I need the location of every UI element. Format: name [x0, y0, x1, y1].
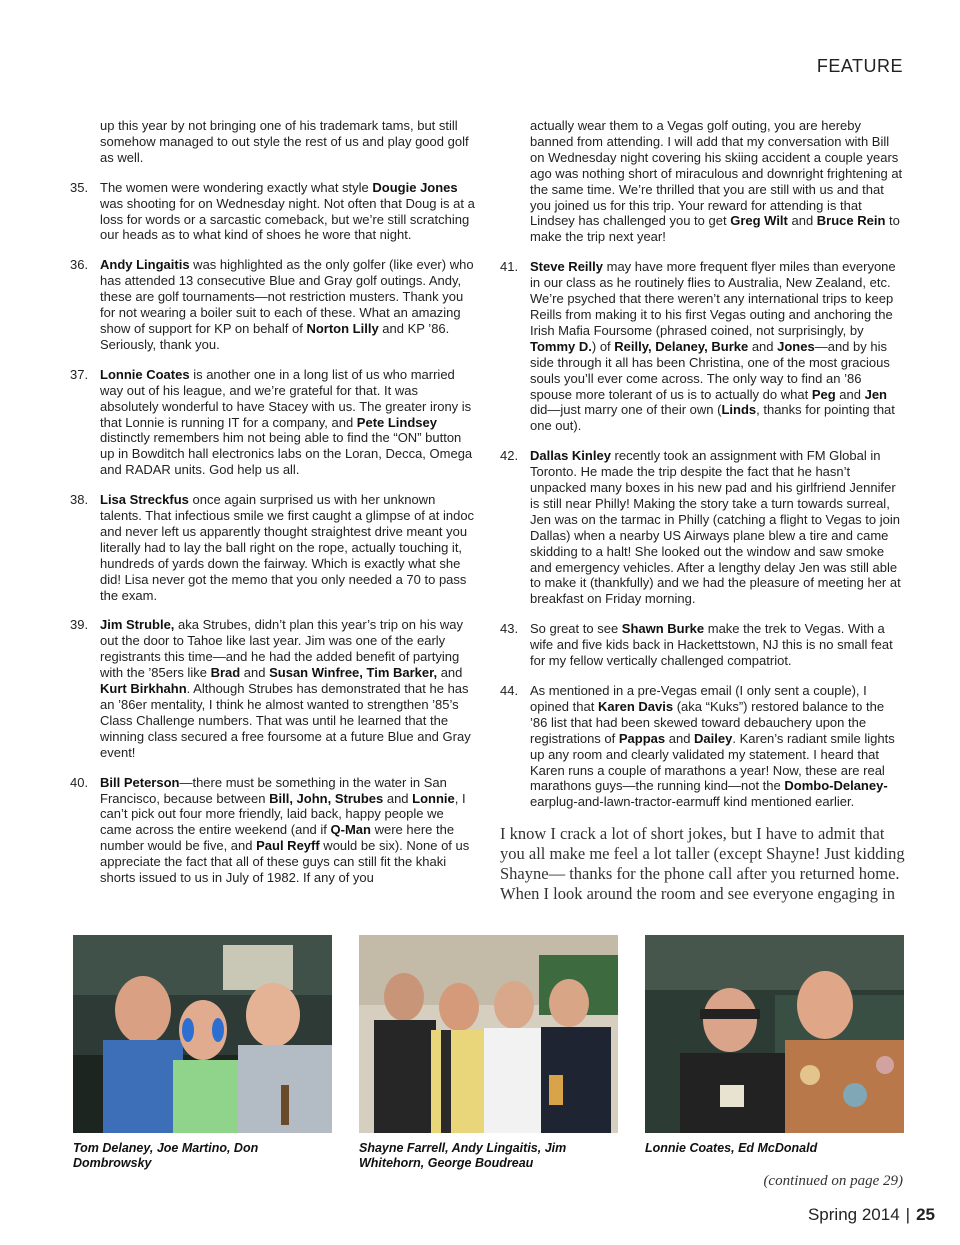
- list-item: [70, 617, 475, 760]
- text-run: . Although Strubes has demonstrated that he has an ’86er mentality, I think he almost wanted to strengthen ’85’s Class Challenge numbers. That was until he learned that the winning class secured a free foursome at a future Blue and Gray event!: [100, 681, 471, 760]
- bold-name: Norton Lilly: [306, 320, 379, 336]
- list-item: [500, 683, 905, 810]
- bold-name: Kurt Birkhahn: [100, 681, 187, 697]
- item-text: [100, 492, 475, 603]
- photo-group-2: [359, 935, 618, 1133]
- text-run: may have more frequent flyer miles than everyone in our class as he routinely flies to Australia, New Zealand, etc. We’re psyched that there weren’t any international trips to keep Reills from making it to his first Vegas outing and anchoring the Irish Mafia Foursome (phrased coined, not surprisingly, by: [530, 259, 896, 338]
- text-run: and KP ’86. Seriously, thank you.: [100, 320, 450, 352]
- item-number: 38.: [70, 492, 89, 508]
- item-text: [100, 367, 475, 478]
- section-label: FEATURE: [816, 56, 903, 76]
- text-run: and: [437, 665, 463, 681]
- bold-name: Jim Struble,: [100, 617, 175, 633]
- bold-name: Lonnie: [412, 790, 455, 806]
- list-item: [500, 621, 905, 669]
- list-item: [500, 259, 905, 434]
- list-item: [70, 180, 475, 244]
- text-run: distinctly remembers him not being able to find the “ON” button up in Bowditch hall electronics labs on the Loran, Decca, Omega and RADAR units. God help us all.: [100, 430, 473, 478]
- text-run: and: [665, 730, 695, 746]
- text-run: earplug-and-lawn-tractor-earmuff kind mentioned earlier.: [530, 794, 855, 810]
- left-numbered-list: [70, 180, 475, 886]
- text-run: and: [787, 213, 817, 229]
- bold-name: Dallas Kinley: [530, 448, 611, 464]
- text-run: , I can’t pick out four more friendly, laid back, happy people we came across the entire weekend (and if: [100, 790, 466, 838]
- bold-name: Bruce Rein: [816, 213, 886, 229]
- bold-name: Reilly, Delaney, Burke: [614, 338, 749, 354]
- photo-caption-2: Shayne Farrell, Andy Lingaitis, Jim Whitehorn, George Boudreau: [359, 1141, 567, 1170]
- bold-name: Andy Lingaitis: [100, 257, 190, 273]
- item-text: [100, 617, 475, 760]
- bold-name: Linds: [721, 402, 757, 418]
- bold-name: Pappas: [618, 730, 666, 746]
- list-item: [70, 257, 475, 352]
- bold-name: Dailey: [694, 730, 733, 746]
- left-column: [70, 118, 475, 900]
- bold-name: Tommy D.: [530, 338, 592, 354]
- right-lead-in: [500, 118, 905, 245]
- photo-caption-1: Tom Delaney, Joe Martino, Don Dombrowsky: [73, 1141, 259, 1170]
- bold-name: Susan Winfree, Tim Barker,: [269, 665, 438, 681]
- item-number: 36.: [70, 257, 89, 273]
- text-run: actually wear them to a Vegas golf outing, you are hereby banned from attending. I will add that my conversation with Bill on Wednesday night covering his skiing accident a couple years ago was nothing short of miraculous and downright frightening at the same time. We’re thrilled that you are still with us and that you joined us for this trip. Your reward for attending is that Lindsey has challenged you to get: [530, 118, 903, 229]
- text-run: and: [240, 665, 270, 681]
- text-run: So great to see: [530, 621, 622, 637]
- closing-paragraph: I know I crack a lot of short jokes, but I have to admit that you all make me feel a lot taller (except Shayne! Just kidding Shayne— thanks for the phone call after you returned home. When I look around the room and see everyone engaging in: [500, 824, 905, 904]
- text-run: to make the trip next year!: [530, 213, 900, 245]
- photo-group-3: [645, 935, 904, 1133]
- item-number: 37.: [70, 366, 89, 382]
- page-number: 25: [916, 1205, 935, 1224]
- text-run: recently took an assignment with FM Global in Toronto. He made the trip despite the fact that he hasn’t unpacked many boxes in his new pad and his girlfriend Jennifer is still near Philly! Making the story take a turn towards surreal, Jen was on the tarmac in Philly (catching a flight to Vegas to join Dallas) when a nearby US Airways plane blew a tire and came skidding to a halt! She looked out the window and saw smoke and emergency vehicles. After a lengthy delay Jen was still able to make it (thankfully) and we had the pleasure of meeting her at breakfast on Friday morning.: [530, 448, 901, 607]
- text-run: was shooting for on Wednesday night. Not often that Doug is at a loss for words or a sarcastic comeback, but we’re still scratching our heads as to what kind of shoes he wore that night.: [100, 195, 475, 243]
- item-text: [100, 180, 475, 244]
- item-number: 40.: [70, 774, 89, 790]
- list-item: [70, 492, 475, 603]
- text-run: was highlighted as the only golfer (like ever) who has attended 13 consecutive Blue and Gray golf outings. Andy, these are golf tournaments—not restriction musters. Thank you for not wearing a boiler suit to each of these. What an amazing show of support for KP on behalf of: [100, 257, 474, 336]
- bold-name: Lisa Streckfus: [100, 492, 189, 508]
- right-numbered-list: [500, 259, 905, 810]
- bold-name: Greg Wilt: [730, 213, 788, 229]
- item-number: 41.: [500, 259, 519, 275]
- photo-group-1: [73, 935, 332, 1133]
- bold-name: Shawn Burke: [621, 621, 705, 637]
- page-footer: [808, 1205, 935, 1225]
- bold-name: Brad: [210, 665, 241, 681]
- text-run: is another one in a long list of us who married way out of his league, and we’re grateful for that. It was absolutely wonderful to have Stacey with us. The greater irony is that Lonnie is running IT for a company, and: [100, 366, 472, 430]
- item-number: 42.: [500, 448, 519, 464]
- text-run: The women were wondering exactly what style: [100, 179, 373, 195]
- right-column: [500, 118, 905, 904]
- bold-name: Pete Lindsey: [356, 414, 437, 430]
- bold-name: Bill, John, Strubes: [269, 790, 384, 806]
- item-number: 44.: [500, 683, 519, 698]
- bold-name: Dombo-Delaney-: [784, 778, 888, 794]
- text-run: did—just marry one of their own (: [530, 402, 722, 418]
- text-run: would be six). None of us appreciate the fact that all of these guys can still fit the khaki shorts issued to us in July of 1982. If any of you: [100, 838, 470, 886]
- list-item: [70, 775, 475, 886]
- text-run: and: [835, 386, 865, 402]
- item-text: [530, 448, 905, 607]
- text-run: make the trek to Vegas. With a wife and five kids back in Hackettstown, NJ this is no small feat for my fellow vertically challenged compatriot.: [530, 621, 893, 669]
- item-text: [530, 683, 905, 810]
- issue-label: Spring 2014: [807, 1205, 900, 1224]
- bold-name: Paul Reyff: [256, 838, 320, 854]
- list-item: [500, 448, 905, 607]
- item-number: 43.: [500, 621, 519, 637]
- item-text: [100, 257, 475, 352]
- bold-name: Jones: [777, 338, 815, 354]
- bold-name: Steve Reilly: [530, 259, 603, 275]
- text-run: aka Strubes, didn’t plan this year’s trip on his way out the door to Tahoe like last year. Jim was one of the early registrants this time—and he had the added benefit of partying with the ’85ers like: [100, 617, 463, 681]
- item-text: [100, 775, 475, 886]
- item-text: [530, 259, 905, 434]
- footer-separator: |: [905, 1205, 911, 1224]
- item-number: 35.: [70, 179, 89, 195]
- bold-name: Peg: [811, 386, 836, 402]
- text-run: , thanks for pointing that one out).: [530, 402, 895, 434]
- bold-name: Jen: [864, 386, 887, 402]
- item-number: 39.: [70, 617, 89, 633]
- text-run: As mentioned in a pre-Vegas email (I only sent a couple), I opined that: [530, 683, 867, 714]
- bold-name: Karen Davis: [597, 698, 674, 714]
- photo-caption-3: Lonnie Coates, Ed McDonald: [645, 1141, 818, 1155]
- list-item: [70, 367, 475, 478]
- continued-note: (continued on page 29): [763, 1173, 903, 1189]
- bold-name: Q-Man: [330, 822, 371, 838]
- bold-name: Bill Peterson: [100, 774, 180, 790]
- text-run: and: [383, 790, 413, 806]
- item-text: [530, 621, 905, 669]
- bold-name: Lonnie Coates: [100, 366, 190, 382]
- text-run: . Karen’s radiant smile lights up any room and clearly validated my statement. I heard that Karen runs a couple of marathons a year! Now, these are real marathons guys—the running kind—not the: [530, 730, 895, 794]
- text-run: —and by his side through it all has been Christina, one of the most gracious souls you’ll ever come across. The only way to find an ’86 spouse more tolerant of us is to actually do what: [530, 338, 890, 402]
- text-run: —there must be something in the water in San Francisco, because between: [100, 774, 447, 806]
- text-run: and: [748, 338, 778, 354]
- text-run: once again surprised us with her unknown talents. That infectious smile we first caught a glimpse of at indoc and never left us apparently thought straightest drive meant you literally had to lay the ball right on the rope, actually touching it, hundreds of yards down the fairway. Which is exactly what she did! Lisa never got the memo that you only needed a 70 to pass the exam.: [100, 492, 475, 603]
- text-run: ) of: [591, 338, 615, 354]
- left-lead-in: up this year by not bringing one of his trademark tams, but still somehow managed to out style the rest of us and play good golf as well.: [100, 118, 469, 165]
- text-run: were here the number would be five, and: [100, 822, 455, 854]
- bold-name: Dougie Jones: [372, 179, 458, 195]
- text-run: (aka “Kuks”) restored balance to the ’86 list that had been skewed toward debauchery upon the registrations of: [530, 698, 885, 746]
